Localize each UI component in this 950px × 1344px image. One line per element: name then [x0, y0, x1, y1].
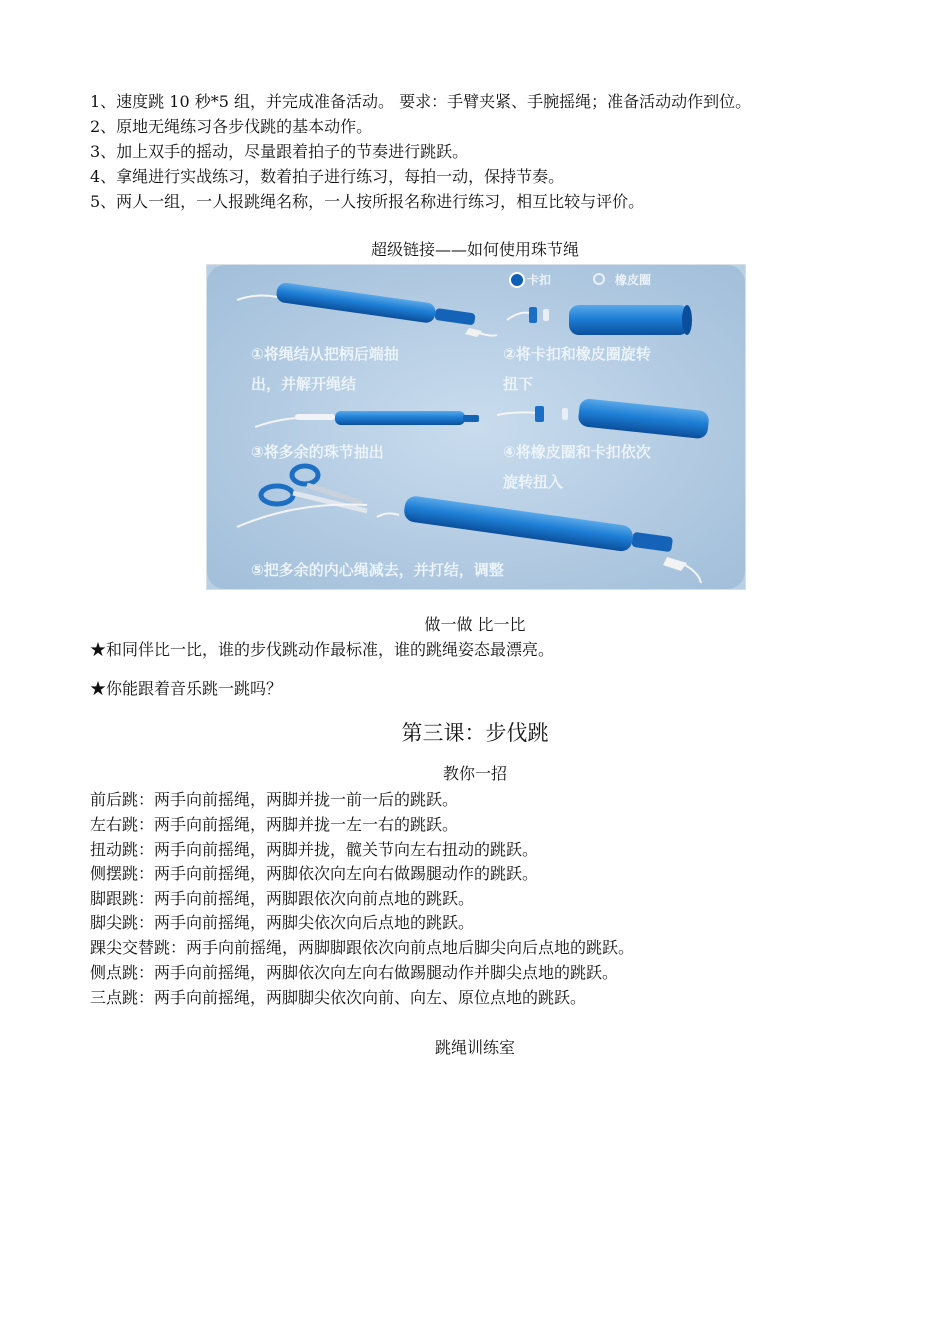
lesson-title: 第三课：步伐跳: [401, 721, 549, 745]
move-item: 侧摆跳：两手向前摇绳，两脚依次向左向右做踢腿动作的跳跃。: [90, 864, 539, 883]
label-clip: 卡扣: [527, 273, 552, 287]
caption-step4-line2: 旋转扭入: [503, 473, 564, 491]
move-item: 前后跳：两手向前摇绳，两脚并拢一前一后的跳跃。: [90, 790, 459, 809]
compare-item-2: ★你能跟着音乐跳一跳吗？: [90, 679, 283, 698]
bead-rope-figure: [206, 264, 746, 590]
caption-step1-line1: ①将绳结从把柄后端抽: [251, 345, 399, 363]
step-5: 5、两人一组，一人报跳绳名称，一人按所报名称进行练习，相互比较与评价。: [90, 192, 645, 211]
caption-step2-line2: 扭下: [503, 375, 534, 393]
caption-step2-line1: ②将卡扣和橡皮圈旋转: [503, 345, 651, 363]
move-item: 脚跟跳：两手向前摇绳，两脚跟依次向前点地的跳跃。: [90, 889, 475, 908]
move-item: 扭动跳：两手向前摇绳，两脚并拢，髋关节向左右扭动的跳跃。: [90, 840, 539, 859]
move-item: 踝尖交替跳：两手向前摇绳，两脚脚跟依次向前点地后脚尖向后点地的跳跃。: [90, 938, 635, 957]
move-item: 脚尖跳：两手向前摇绳，两脚尖依次向后点地的跳跃。: [90, 913, 475, 932]
footer-heading: 跳绳训练室: [434, 1038, 515, 1057]
caption-step4-line1: ④将橡皮圈和卡扣依次: [503, 443, 651, 461]
step-3: 3、加上双手的摇动，尽量跟着拍子的节奏进行跳跃。: [90, 142, 469, 161]
caption-step5: ⑤把多余的内心绳减去，并打结，调整: [251, 561, 504, 579]
link-heading: 超级链接——如何使用珠节绳: [370, 240, 579, 259]
step-4: 4、拿绳进行实战练习，数着拍子进行练习，每拍一动，保持节奏。: [90, 167, 565, 186]
move-item: 侧点跳：两手向前摇绳，两脚依次向左向右做踢腿动作并脚尖点地的跳跃。: [90, 963, 619, 982]
caption-step3: ③将多余的珠节抽出: [251, 443, 384, 461]
caption-step1-line2: 出，并解开绳结: [251, 375, 357, 393]
lesson-subheading: 教你一招: [442, 764, 507, 783]
label-ring: 橡皮圈: [615, 273, 652, 287]
figure-illustration: [207, 265, 745, 589]
move-item: 左右跳：两手向前摇绳，两脚并拢一左一右的跳跃。: [90, 815, 459, 834]
move-item: 三点跳：两手向前摇绳，两脚脚尖依次向前、向左、原位点地的跳跃。: [90, 988, 587, 1007]
compare-item-1: ★和同伴比一比，谁的步伐跳动作最标准，谁的跳绳姿态最漂亮。: [90, 640, 555, 659]
step-1: 1、速度跳 10 秒*5 组，并完成准备活动。 要求：手臂夹紧、手腕摇绳；准备活动动作到位。: [90, 92, 752, 111]
step-2: 2、原地无绳练习各步伐跳的基本动作。: [90, 117, 373, 136]
compare-heading: 做一做 比一比: [424, 615, 526, 634]
